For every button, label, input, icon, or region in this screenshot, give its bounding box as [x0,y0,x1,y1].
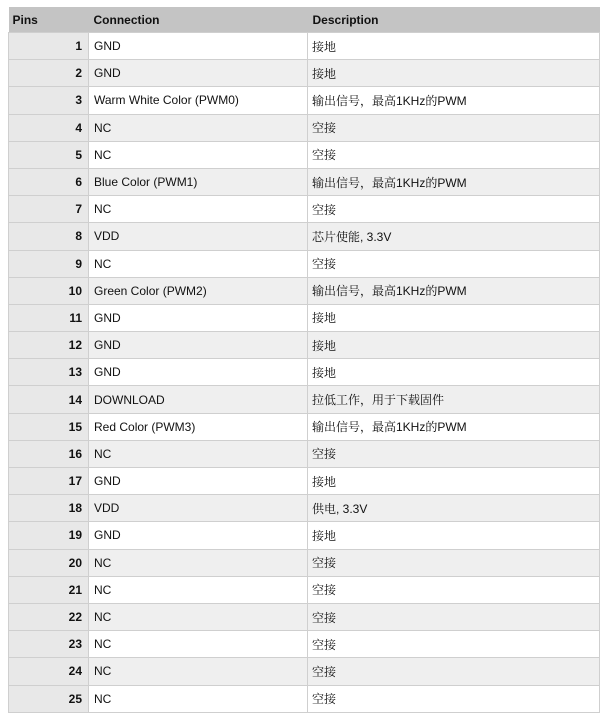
pin-number-cell: 6 [9,168,89,195]
connection-cell: NC [89,196,308,223]
connection-cell: NC [89,658,308,685]
pin-number-cell: 3 [9,87,89,114]
connection-cell: GND [89,522,308,549]
connection-cell: NC [89,250,308,277]
description-cell: 接地 [308,304,600,331]
pin-table [8,7,600,713]
pin-number-cell: 19 [9,522,89,549]
description-cell: 空接 [308,250,600,277]
connection-cell: GND [89,468,308,495]
description-cell: 空接 [308,196,600,223]
pin-number-cell: 18 [9,495,89,522]
pin-number-cell: 14 [9,386,89,413]
header-description: Description [308,7,600,33]
table-row [9,87,600,114]
connection-cell: NC [89,141,308,168]
description-cell: 输出信号，最高1KHz的PWM [308,168,600,195]
connection-cell: NC [89,576,308,603]
table-row [9,413,600,440]
pin-number-cell: 20 [9,549,89,576]
description-cell: 输出信号，最高1KHz的PWM [308,277,600,304]
table-row [9,168,600,195]
table-row [9,33,600,60]
connection-cell: DOWNLOAD [89,386,308,413]
pin-number-cell: 16 [9,440,89,467]
table-row [9,685,600,712]
connection-cell: GND [89,304,308,331]
description-cell: 空接 [308,440,600,467]
table-header [9,7,600,33]
description-cell: 接地 [308,332,600,359]
table-row [9,277,600,304]
table-row [9,522,600,549]
pin-number-cell: 17 [9,468,89,495]
connection-cell: NC [89,603,308,630]
description-cell: 空接 [308,658,600,685]
description-cell: 输出信号，最高1KHz的PWM [308,413,600,440]
connection-cell: Green Color (PWM2) [89,277,308,304]
connection-cell: GND [89,359,308,386]
description-cell: 供电, 3.3V [308,495,600,522]
table-row [9,359,600,386]
table-row [9,576,600,603]
connection-cell: NC [89,549,308,576]
connection-cell: Blue Color (PWM1) [89,168,308,195]
description-cell: 空接 [308,141,600,168]
table-row [9,658,600,685]
pin-number-cell: 23 [9,631,89,658]
pin-number-cell: 13 [9,359,89,386]
header-pins: Pins [9,7,89,33]
table-row [9,141,600,168]
connection-cell: VDD [89,223,308,250]
table-row [9,440,600,467]
description-cell: 接地 [308,60,600,87]
pin-number-cell: 22 [9,603,89,630]
connection-cell: NC [89,114,308,141]
table-row [9,332,600,359]
connection-cell: NC [89,685,308,712]
pin-number-cell: 5 [9,141,89,168]
pin-number-cell: 7 [9,196,89,223]
pin-number-cell: 2 [9,60,89,87]
description-cell: 空接 [308,114,600,141]
header-row [9,7,600,33]
pin-number-cell: 12 [9,332,89,359]
table-row [9,495,600,522]
pin-number-cell: 8 [9,223,89,250]
table-row [9,196,600,223]
description-cell: 拉低工作，用于下载固件 [308,386,600,413]
table-body [9,33,600,713]
table-row [9,250,600,277]
table-row [9,603,600,630]
pin-number-cell: 9 [9,250,89,277]
description-cell: 空接 [308,549,600,576]
header-connection: Connection [89,7,308,33]
connection-cell: VDD [89,495,308,522]
connection-cell: NC [89,631,308,658]
table-row [9,304,600,331]
pin-number-cell: 4 [9,114,89,141]
table-row [9,114,600,141]
description-cell: 接地 [308,33,600,60]
description-cell: 接地 [308,468,600,495]
description-cell: 接地 [308,359,600,386]
table-row [9,468,600,495]
table-row [9,223,600,250]
pin-number-cell: 15 [9,413,89,440]
table-row [9,386,600,413]
table-row [9,631,600,658]
connection-cell: Warm White Color (PWM0) [89,87,308,114]
connection-cell: GND [89,60,308,87]
pin-number-cell: 21 [9,576,89,603]
description-cell: 空接 [308,603,600,630]
description-cell: 空接 [308,576,600,603]
pin-number-cell: 24 [9,658,89,685]
table-row [9,60,600,87]
connection-cell: Red Color (PWM3) [89,413,308,440]
description-cell: 输出信号，最高1KHz的PWM [308,87,600,114]
connection-cell: GND [89,332,308,359]
pin-number-cell: 10 [9,277,89,304]
connection-cell: GND [89,33,308,60]
pin-number-cell: 1 [9,33,89,60]
description-cell: 接地 [308,522,600,549]
description-cell: 空接 [308,685,600,712]
connection-cell: NC [89,440,308,467]
description-cell: 芯片使能, 3.3V [308,223,600,250]
pin-number-cell: 11 [9,304,89,331]
pin-number-cell: 25 [9,685,89,712]
description-cell: 空接 [308,631,600,658]
table-row [9,549,600,576]
